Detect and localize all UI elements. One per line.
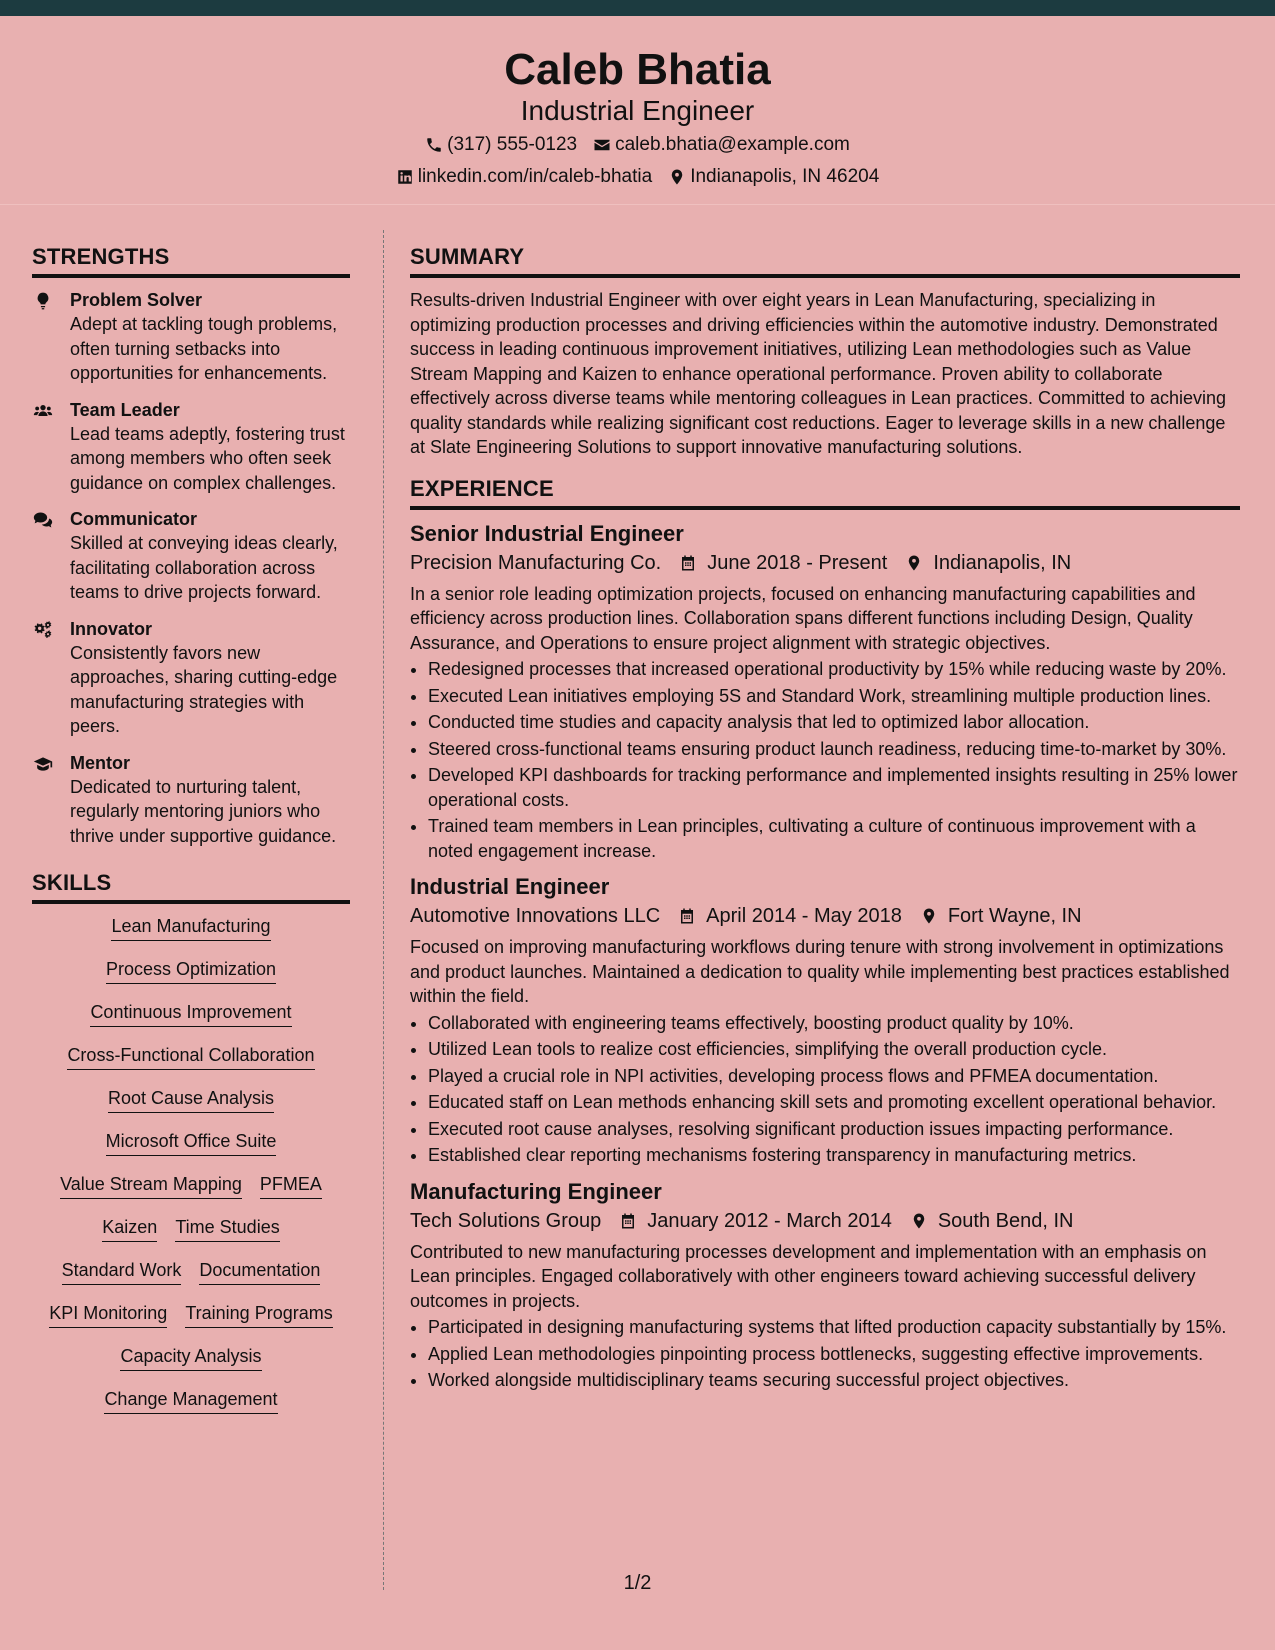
job-bullets xyxy=(410,1011,1240,1168)
candidate-name: Caleb Bhatia xyxy=(504,45,771,94)
skill-tag: Continuous Improvement xyxy=(90,1000,291,1027)
list-item: • Utilized Lean tools to realize cost efficiencies, simplifying the overall production cycle. xyxy=(428,1037,1240,1062)
location-text: Indianapolis, IN 46204 xyxy=(690,166,880,187)
skill-tag: Cross-Functional Collaboration xyxy=(67,1043,314,1070)
strength-title: Communicator xyxy=(70,509,198,529)
job-dates: June 2018 - Present xyxy=(707,551,888,574)
strength-item xyxy=(32,398,350,496)
linkedin-icon xyxy=(396,168,414,186)
strength-desc: Adept at tackling tough problems, often turning setbacks into opportunities for enhancements. xyxy=(70,314,338,383)
page-number: 1/2 xyxy=(623,1572,652,1594)
right-column xyxy=(410,244,1240,1403)
strength-desc: Lead teams adeptly, fostering trust among members who often seek guidance on complex challenges. xyxy=(70,423,345,493)
gears-icon xyxy=(32,620,54,640)
job-bullets xyxy=(410,1315,1240,1393)
summary-heading: SUMMARY xyxy=(410,244,1240,278)
job-title: Industrial Engineer xyxy=(410,874,610,899)
strength-desc: Consistently favors new approaches, sharing cutting-edge manufacturing strategies with peers. xyxy=(70,642,338,736)
list-item: • Established clear reporting mechanisms fostering transparency in manufacturing metrics. xyxy=(428,1143,1240,1168)
top-accent-bar xyxy=(0,0,1275,16)
strength-item xyxy=(32,288,350,386)
job-entry xyxy=(410,873,1240,1168)
skill-tag: Documentation xyxy=(199,1258,320,1285)
summary-text: Results-driven Industrial Engineer with over eight years in Lean Manufacturing, specializing in optimizing production processes and driving efficiencies within the automotive industry. Demonstrated success in leading continuous improvement initiatives, utilizing Lean methodologies such as Value Stream Mapping and Kaizen to enhance operational performance. Proven ability to collaborate effectively across diverse teams while mentoring colleagues in Lean practices. Committed to achieving quality standards while realizing significant cost reductions. Eager to leverage skills in a new challenge at Slate Engineering Solutions to support innovative manufacturing solutions. xyxy=(410,290,1227,457)
list-item: • Applied Lean methodologies pinpointing process bottlenecks, suggesting effective improvements. xyxy=(428,1342,1240,1367)
list-item: • Developed KPI dashboards for tracking performance and implemented insights resulting in 25% lower operational costs. xyxy=(428,763,1240,812)
calendar-icon xyxy=(619,1211,637,1231)
list-item: • Executed root cause analyses, resolving significant production issues impacting performance. xyxy=(428,1117,1240,1142)
map-marker-icon xyxy=(920,906,938,926)
list-item: • Participated in designing manufacturing systems that lifted production capacity substantially by 15%. xyxy=(428,1315,1240,1340)
skill-tag: Process Optimization xyxy=(106,957,276,984)
job-location: Indianapolis, IN xyxy=(933,551,1072,574)
comments-icon xyxy=(32,510,54,530)
job-title: Senior Industrial Engineer xyxy=(410,520,684,546)
job-company: Automotive Innovations LLC xyxy=(410,905,661,927)
strength-item xyxy=(32,617,350,739)
contact-row-1 xyxy=(0,134,1275,156)
envelope-icon xyxy=(593,136,611,154)
skill-tag: Root Cause Analysis xyxy=(108,1086,274,1113)
phone-text: (317) 555-0123 xyxy=(447,134,578,155)
strength-item xyxy=(32,751,350,849)
job-entry xyxy=(410,520,1240,864)
strength-title: Team Leader xyxy=(70,399,180,420)
job-bullets xyxy=(410,657,1240,863)
list-item: • Executed Lean initiatives employing 5S and Standard Work, streamlining multiple production lines. xyxy=(428,684,1240,709)
job-description: Focused on improving manufacturing workflows during tenure with strong involvement in optimizations and product launches. Maintained a dedication to quality while implementing best practices established within the field. xyxy=(410,937,1230,1006)
map-marker-icon xyxy=(905,553,923,573)
experience-heading: EXPERIENCE xyxy=(410,476,1240,510)
strength-desc: Dedicated to nurturing talent, regularly mentoring juniors who thrive under supportive guidance. xyxy=(70,776,337,846)
strength-desc: Skilled at conveying ideas clearly, facilitating collaboration across teams to drive projects forward. xyxy=(70,533,338,602)
map-marker-icon xyxy=(910,1211,928,1231)
contact-email[interactable] xyxy=(593,134,850,156)
candidate-role: Industrial Engineer xyxy=(520,95,755,126)
skills-heading: SKILLS xyxy=(32,870,350,904)
job-company: Tech Solutions Group xyxy=(410,1209,602,1232)
list-item: • Educated staff on Lean methods enhancing skill sets and promoting excellent operational behavior. xyxy=(428,1090,1240,1115)
users-icon xyxy=(32,401,54,421)
skills-list xyxy=(32,914,350,1414)
skill-tag: Microsoft Office Suite xyxy=(106,1129,277,1156)
skill-tag: Kaizen xyxy=(102,1215,157,1242)
calendar-icon xyxy=(679,553,697,573)
job-title: Manufacturing Engineer xyxy=(410,1178,662,1204)
skill-tag: Lean Manufacturing xyxy=(111,914,270,941)
calendar-icon xyxy=(678,906,696,926)
list-item: • Conducted time studies and capacity analysis that led to optimized labor allocation. xyxy=(428,710,1240,735)
phone-icon xyxy=(425,136,443,154)
strength-title: Innovator xyxy=(70,618,153,639)
contact-row-2 xyxy=(0,166,1275,188)
job-entry xyxy=(410,1178,1240,1393)
job-dates: April 2014 - May 2018 xyxy=(706,905,902,927)
job-dates: January 2012 - March 2014 xyxy=(647,1209,892,1232)
strength-title: Problem Solver xyxy=(70,290,203,310)
job-meta xyxy=(410,1206,1240,1236)
job-location: South Bend, IN xyxy=(937,1209,1074,1232)
job-meta xyxy=(410,901,1240,931)
map-marker-icon xyxy=(668,168,686,186)
list-item: • Trained team members in Lean principles, cultivating a culture of continuous improvement with a noted engagement increase. xyxy=(428,814,1240,863)
graduation-cap-icon xyxy=(32,754,54,774)
contact-phone xyxy=(425,134,577,156)
skill-tag: Change Management xyxy=(104,1387,277,1414)
skill-tag: Capacity Analysis xyxy=(120,1344,261,1371)
job-description: In a senior role leading optimization projects, focused on enhancing manufacturing capabilities and efficiency across production lines. Collaboration spans different functions including Design, Quality Assurance, and Operations to ensure project alignment with strategic objectives. xyxy=(410,583,1196,653)
job-description: Contributed to new manufacturing processes development and implementation with an emphasis on Lean principles. Engaged collaboratively with other engineers toward achieving successful delivery outcomes in projects. xyxy=(410,1241,1207,1311)
list-item: • Steered cross-functional teams ensuring product launch readiness, reducing time-to-market by 30%. xyxy=(428,737,1240,762)
list-item: • Collaborated with engineering teams effectively, boosting product quality by 10%. xyxy=(428,1011,1240,1036)
job-meta xyxy=(410,548,1240,578)
skill-tag: Training Programs xyxy=(185,1301,332,1328)
email-text[interactable]: caleb.bhatia@example.com xyxy=(615,134,850,155)
strengths-heading: STRENGTHS xyxy=(32,244,350,278)
contact-linkedin[interactable] xyxy=(396,166,652,188)
job-location: Fort Wayne, IN xyxy=(947,905,1082,927)
strength-title: Mentor xyxy=(70,752,130,773)
lightbulb-icon xyxy=(32,291,54,311)
strength-item xyxy=(32,507,350,605)
skill-tag: Standard Work xyxy=(62,1258,182,1285)
left-column xyxy=(32,244,350,1430)
skill-tag: KPI Monitoring xyxy=(49,1301,167,1328)
job-company: Precision Manufacturing Co. xyxy=(410,551,662,574)
skill-tag: Value Stream Mapping xyxy=(60,1172,242,1199)
contact-location xyxy=(668,166,879,188)
list-item: • Redesigned processes that increased operational productivity by 15% while reducing waste by 20%. xyxy=(428,657,1240,682)
linkedin-text[interactable]: linkedin.com/in/caleb-bhatia xyxy=(417,166,653,187)
list-item: • Worked alongside multidisciplinary teams securing successful project objectives. xyxy=(428,1368,1240,1393)
list-item: • Played a crucial role in NPI activities, developing process flows and PFMEA documentation. xyxy=(428,1064,1240,1089)
resume-header xyxy=(0,16,1275,205)
column-divider xyxy=(383,230,384,1590)
skill-tag: PFMEA xyxy=(260,1172,322,1199)
skill-tag: Time Studies xyxy=(175,1215,279,1242)
